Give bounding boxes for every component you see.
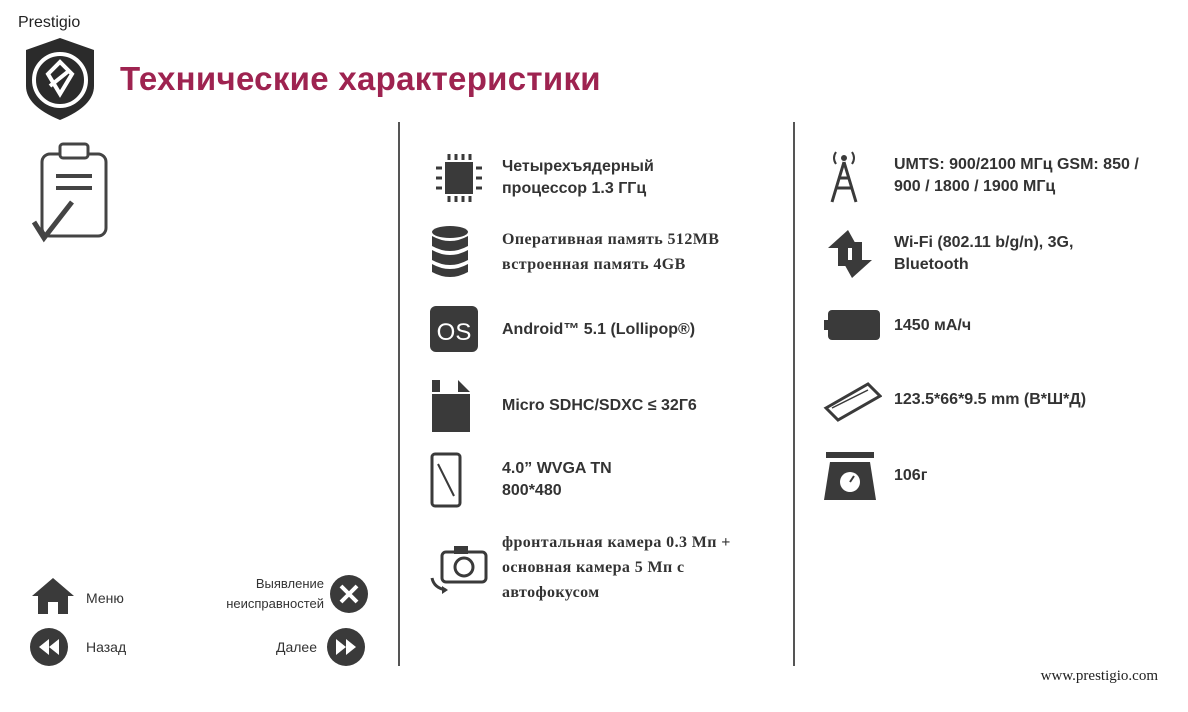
spec-os-text: Android™ 5.1 (Lollipop®) xyxy=(502,321,696,338)
spec-camera-text: фронтальная камера 0.3 Мп + основная камера 5 Мп с автофокусом xyxy=(502,534,731,601)
brand-name: Prestigio xyxy=(18,14,81,31)
prestigio-logo-icon xyxy=(20,36,100,122)
phone-screen-icon xyxy=(428,452,490,508)
back-button[interactable] xyxy=(30,628,126,666)
spec-display xyxy=(428,452,662,508)
os-icon xyxy=(428,304,490,356)
spec-wireless-text: Wi-Fi (802.11 b/g/n), 3G, Bluetooth xyxy=(894,234,1074,273)
database-icon xyxy=(428,226,490,278)
next-label: Далее xyxy=(276,639,318,655)
fast-forward-icon xyxy=(327,628,365,666)
spec-sd-text: Micro SDHC/SDXC ≤ 32Г6 xyxy=(502,397,697,414)
spec-sd xyxy=(428,378,697,434)
spec-network xyxy=(820,148,1156,204)
menu-button[interactable] xyxy=(30,576,124,619)
sd-card-icon xyxy=(428,378,490,434)
spec-network-text: UMTS: 900/2100 МГц GSM: 850 / 900 / 1800 / 1900 МГц xyxy=(894,156,1139,195)
wireless-arrows-icon xyxy=(820,226,882,282)
spec-memory xyxy=(428,226,752,278)
battery-icon xyxy=(820,300,882,352)
antenna-icon xyxy=(820,148,882,204)
spec-cpu-text: Четырехъядерный процессор 1.3 ГГц xyxy=(502,158,654,197)
dimensions-icon xyxy=(820,374,882,426)
menu-label: Меню xyxy=(86,589,124,606)
spec-display-text: 4.0” WVGA TN 800*480 xyxy=(502,460,612,499)
svg-text:OS: OS xyxy=(436,319,472,346)
divider-left xyxy=(398,122,400,666)
next-button[interactable] xyxy=(276,628,365,666)
back-label: Назад xyxy=(86,639,127,655)
website-link[interactable]: www.prestigio.com xyxy=(1040,668,1158,684)
spec-weight-text: 106г xyxy=(894,467,928,484)
spec-os xyxy=(428,304,695,356)
spec-dimensions-text: 123.5*66*9.5 mm (В*Ш*Д) xyxy=(894,391,1087,408)
scale-icon xyxy=(820,450,882,502)
spec-battery xyxy=(820,300,971,352)
spec-cpu xyxy=(428,152,692,204)
spec-wireless xyxy=(820,226,1124,282)
troubleshoot-label: Выявление неисправностей xyxy=(226,576,324,611)
rewind-icon xyxy=(30,628,68,666)
page-title: Технические характеристики xyxy=(120,60,601,97)
spec-camera xyxy=(428,526,752,605)
tools-icon xyxy=(330,575,368,613)
home-icon xyxy=(30,576,76,619)
camera-icon xyxy=(428,538,490,594)
clipboard-check-icon xyxy=(30,140,112,244)
divider-right xyxy=(793,122,795,666)
spec-weight xyxy=(820,450,927,502)
spec-memory-text: Оперативная память 512MB встроенная память 4GB xyxy=(502,231,720,273)
cpu-icon xyxy=(428,152,490,204)
troubleshoot-button[interactable] xyxy=(200,574,368,614)
spec-dimensions xyxy=(820,374,1086,426)
spec-battery-text: 1450 мА/ч xyxy=(894,317,972,334)
